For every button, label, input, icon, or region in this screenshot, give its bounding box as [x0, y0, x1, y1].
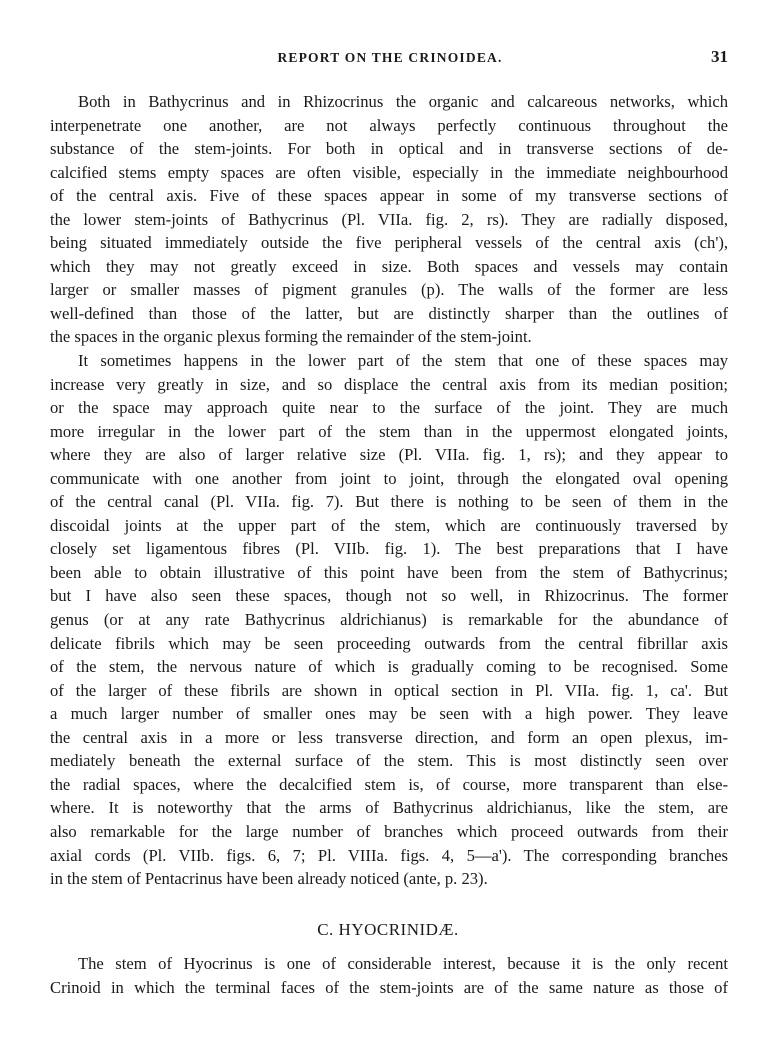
section-heading: C. HYOCRINIDÆ. [317, 920, 459, 939]
text-line: but I have also seen these spaces, though not so well, in Rhizocrinus. The former [50, 586, 728, 606]
paragraph-1 [50, 90, 728, 349]
text-line: a much larger number of smaller ones may be seen with a high power. They leave [50, 704, 728, 724]
text-line: interpenetrate one another, are not always perfectly continuous throughout the [50, 115, 728, 135]
text-line: increase very greatly in size, and so displace the central axis from its median position; [50, 374, 728, 394]
text-line: communicate with one another from joint to joint, through the elongated oval opening [50, 468, 728, 488]
text-line: where. It is noteworthy that the arms of Bathycrinus aldrichianus, like the stem, are [50, 798, 728, 818]
text-line: The stem of Hyocrinus is one of considerable interest, because it is the only recent [78, 954, 728, 973]
text-line: more irregular in the lower part of the stem than in the uppermost elongated joints, [50, 421, 728, 441]
text-line: Crinoid in which the terminal faces of the stem-joints are of the same nature as those of [50, 977, 728, 997]
text-line: being situated immediately outside the five peripheral vessels of the central axis (ch'), [50, 233, 728, 253]
text-line: which they may not greatly exceed in size. Both spaces and vessels may contain [50, 256, 728, 276]
text-line: where they are also of larger relative size (Pl. VIIa. fig. 1, rs); and they appear to [50, 445, 728, 465]
running-header [52, 47, 728, 70]
body-text [50, 90, 728, 891]
text-line: the central axis in a more or less transverse direction, and form an open plexus, im- [50, 727, 728, 747]
text-line: larger or smaller masses of pigment granules (p). The walls of the former are less [50, 280, 728, 300]
text-line: well-defined than those of the latter, but are distinctly sharper than the outlines of [50, 303, 728, 323]
text-line: calcified stems empty spaces are often visible, especially in the immediate neighbourhood [50, 162, 728, 182]
running-title: REPORT ON THE CRINOIDEA. [277, 50, 503, 65]
text-line: delicate fibrils which may be seen proceeding outwards from the central fibrillar axis [50, 633, 728, 653]
text-line: the radial spaces, where the decalcified stem is, of course, more transparent than else- [50, 774, 728, 794]
text-line: closely set ligamentous fibres (Pl. VIIb. fig. 1). The best preparations that I have [50, 539, 728, 559]
closing-paragraph [50, 952, 728, 999]
text-line: also remarkable for the large number of branches which proceed outwards from their [50, 821, 728, 841]
text-line: of the stem, the nervous nature of which is gradually coming to be recognised. Some [50, 657, 728, 677]
text-line: been able to obtain illustrative of this point have been from the stem of Bathycrinus; [50, 562, 728, 582]
page-number: 31 [711, 47, 728, 66]
text-line: Both in Bathycrinus and in Rhizocrinus the organic and calcareous networks, which [78, 92, 728, 111]
text-line: It sometimes happens in the lower part of the stem that one of these spaces may [78, 351, 728, 371]
text-line: in the stem of Pentacrinus have been already noticed (ante, p. 23). [50, 869, 488, 889]
text-line: the spaces in the organic plexus forming the remainder of the stem-joint. [50, 327, 532, 347]
text-line: of the central axis. Five of these spaces appear in some of my transverse sections of [50, 186, 728, 206]
text-line: genus (or at any rate Bathycrinus aldrichianus) is remarkable for the abundance of [50, 610, 728, 630]
text-line: mediately beneath the external surface of the stem. This is most distinctly seen over [50, 751, 728, 771]
text-line: or the space may approach quite near to the surface of the joint. They are much [50, 398, 728, 418]
text-line: of the larger of these fibrils are shown in optical section in Pl. VIIa. fig. 1, ca'. But [50, 680, 728, 700]
text-line: substance of the stem-joints. For both in optical and in transverse sections of de- [50, 139, 728, 159]
text-line: of the central canal (Pl. VIIa. fig. 7). But there is nothing to be seen of them in the [50, 492, 728, 512]
text-line: axial cords (Pl. VIIb. figs. 6, 7; Pl. VIIIa. figs. 4, 5—a'). The corresponding branches [50, 845, 728, 865]
text-line: discoidal joints at the upper part of the stem, which are continuously traversed by [50, 515, 728, 535]
paragraph-2 [50, 349, 728, 891]
text-line: the lower stem-joints of Bathycrinus (Pl. VIIa. fig. 2, rs). They are radially disposed, [50, 209, 728, 229]
